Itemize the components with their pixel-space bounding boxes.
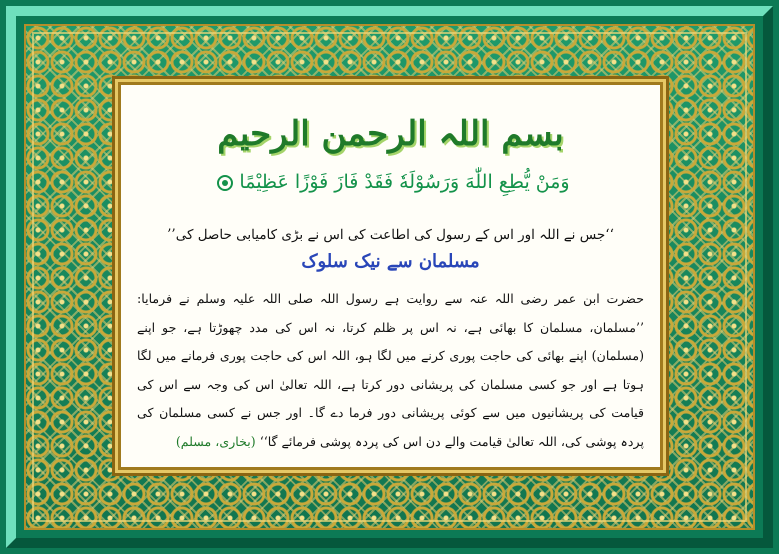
section-heading: مسلمان سے نیک سلوک bbox=[301, 251, 480, 272]
content-panel bbox=[118, 82, 663, 470]
verse-text: وَمَنْ يُّطِعِ اللّٰهَ وَرَسُوْلَهٗ فَقَدْ فَازَ فَوْزًا عَظِيْمًا bbox=[239, 171, 570, 193]
hadith-body: حضرت ابن عمر رضی اللہ عنہ سے روایت ہے رسول اللہ صلی اللہ علیہ وسلم نے فرمایا: ’’مسلمان، مسلمان کا بھائی ہے، نہ اس پر ظلم کرتا، نہ اس کی مدد چھوڑتا ہے، جو اپنے (مسلمان) اپنے بھائی کی حاجت پوری کرنے میں لگا ہو، اللہ اس کی حاجت پوری فرمانے میں لگا ہوتا ہے اور جو کسی مسلمان کی پریشانی دور کرتا ہے، اللہ تعالیٰ اس کی وجہ سے اس کی قیامت کی پریشانیوں میں سے کوئی پریشانی دور فرما دے گا۔ اور جس نے کسی مسلمان کی پردہ پوشی کی، اللہ تعالیٰ قیامت والے دن اس کی پردہ پوشی فرمائے گا‘‘ bbox=[137, 291, 644, 449]
verse-translation: ’’جس نے اللہ اور اس کے رسول کی اطاعت کی اس نے بڑی کامیابی حاصل کی‘‘ bbox=[167, 227, 614, 243]
hadith-reference: (بخاری، مسلم) bbox=[175, 433, 256, 449]
quran-verse bbox=[121, 171, 660, 193]
ayah-end-icon bbox=[217, 175, 233, 191]
bismillah-calligraphy: بسم اللہ الرحمن الرحیم bbox=[217, 114, 564, 154]
hadith-text bbox=[137, 285, 644, 457]
